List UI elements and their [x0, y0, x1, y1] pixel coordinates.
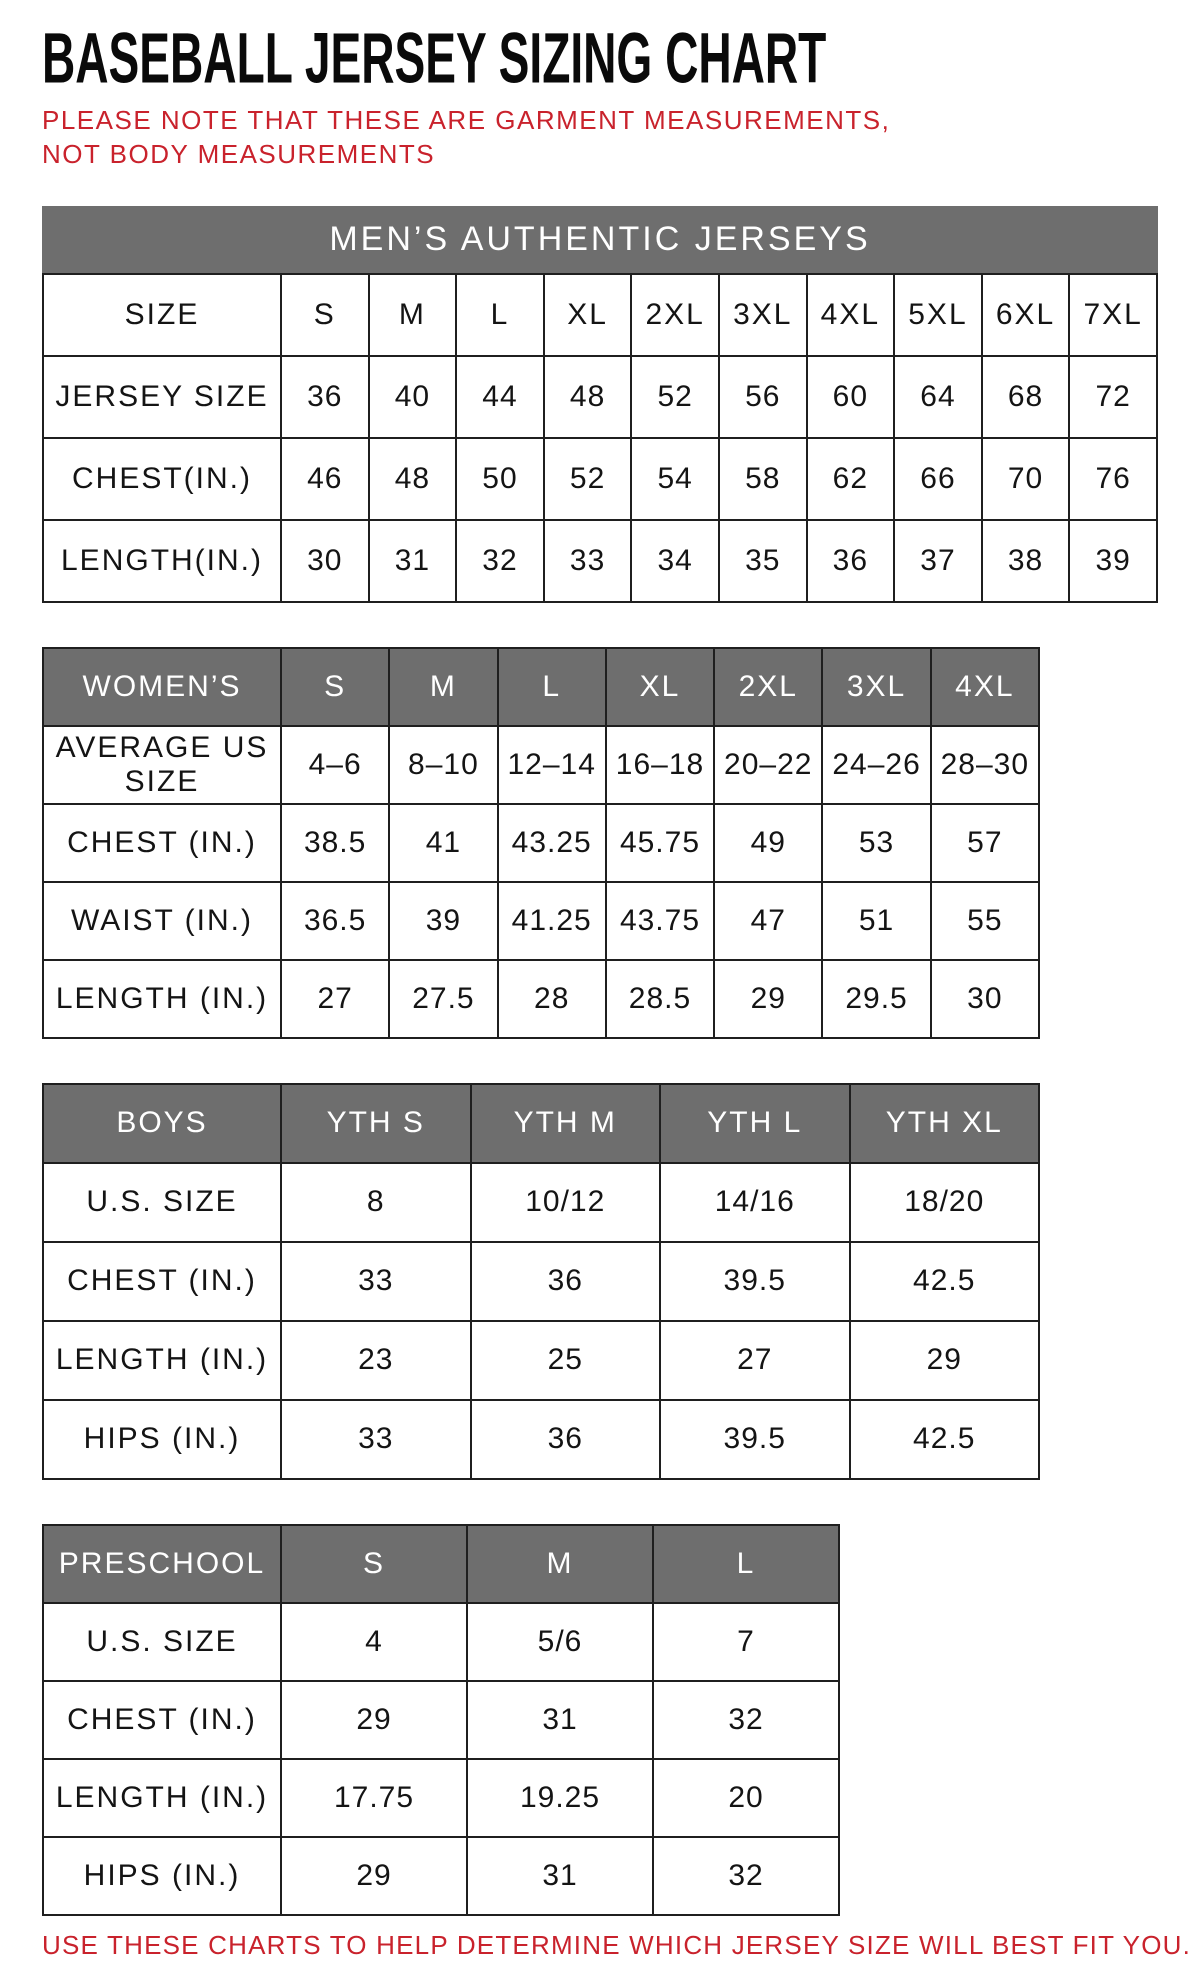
- data-cell: 38: [982, 520, 1070, 602]
- data-cell: 46: [281, 438, 369, 520]
- boys-sizing-table: [42, 1083, 1040, 1480]
- data-cell: 31: [369, 520, 457, 602]
- womens-column-header: 2XL: [714, 648, 822, 726]
- data-cell: 39.5: [660, 1242, 850, 1321]
- data-cell: 4: [281, 1603, 467, 1681]
- data-cell: 18/20: [850, 1163, 1040, 1242]
- mens-column-header: 2XL: [631, 274, 719, 356]
- table-row: [43, 1400, 1039, 1479]
- data-cell: 41: [389, 804, 497, 882]
- data-cell: 24–26: [822, 726, 930, 804]
- womens-column-header: 3XL: [822, 648, 930, 726]
- data-cell: 72: [1069, 356, 1157, 438]
- data-cell: 35: [719, 520, 807, 602]
- data-cell: 39: [1069, 520, 1157, 602]
- data-cell: 36: [281, 356, 369, 438]
- row-label: HIPS (IN.): [43, 1837, 281, 1915]
- table-row: [43, 1242, 1039, 1321]
- data-cell: 41.25: [498, 882, 606, 960]
- row-label: CHEST (IN.): [43, 1681, 281, 1759]
- boys-column-header: YTH XL: [850, 1084, 1040, 1163]
- table-row: [43, 1681, 839, 1759]
- mens-column-header: XL: [544, 274, 632, 356]
- data-cell: 45.75: [606, 804, 714, 882]
- mens-column-header: S: [281, 274, 369, 356]
- data-cell: 70: [982, 438, 1070, 520]
- mens-column-header: 7XL: [1069, 274, 1157, 356]
- data-cell: 25: [471, 1321, 661, 1400]
- sizing-chart-page: [42, 17, 1192, 1961]
- data-cell: 10/12: [471, 1163, 661, 1242]
- header-row: [43, 648, 1039, 726]
- data-cell: 56: [719, 356, 807, 438]
- table-row: [43, 1163, 1039, 1242]
- data-cell: 53: [822, 804, 930, 882]
- womens-column-header: M: [389, 648, 497, 726]
- data-cell: 33: [281, 1400, 471, 1479]
- data-cell: 29: [850, 1321, 1040, 1400]
- row-label: LENGTH (IN.): [43, 1759, 281, 1837]
- data-cell: 52: [631, 356, 719, 438]
- data-cell: 20: [653, 1759, 839, 1837]
- data-cell: 20–22: [714, 726, 822, 804]
- sizing-table-section-mens: [42, 206, 1158, 603]
- data-cell: 36: [807, 520, 895, 602]
- data-cell: 50: [456, 438, 544, 520]
- page-title: BASEBALL JERSEY SIZING CHART: [42, 17, 827, 99]
- mens-column-header: 5XL: [894, 274, 982, 356]
- data-cell: 66: [894, 438, 982, 520]
- mens-sizing-table: [42, 273, 1158, 603]
- row-label: HIPS (IN.): [43, 1400, 281, 1479]
- table-row: [43, 1321, 1039, 1400]
- preschool-column-header: S: [281, 1525, 467, 1603]
- footer-note: USE THESE CHARTS TO HELP DETERMINE WHICH JERSEY SIZE WILL BEST FIT YOU.: [42, 1929, 1192, 1960]
- row-label: LENGTH (IN.): [43, 1321, 281, 1400]
- data-cell: 29: [714, 960, 822, 1038]
- data-cell: 55: [931, 882, 1039, 960]
- table-row: [43, 726, 1039, 804]
- table-row: [43, 520, 1157, 602]
- data-cell: 37: [894, 520, 982, 602]
- sizing-table-section-boys: [42, 1083, 1158, 1480]
- data-cell: 30: [931, 960, 1039, 1038]
- boys-corner-header: BOYS: [43, 1084, 281, 1163]
- row-label: AVERAGE US SIZE: [43, 726, 281, 804]
- data-cell: 7: [653, 1603, 839, 1681]
- preschool-column-header: L: [653, 1525, 839, 1603]
- table-row: [43, 1837, 839, 1915]
- boys-column-header: YTH M: [471, 1084, 661, 1163]
- data-cell: 23: [281, 1321, 471, 1400]
- mens-column-header: L: [456, 274, 544, 356]
- data-cell: 29: [281, 1837, 467, 1915]
- data-cell: 76: [1069, 438, 1157, 520]
- data-cell: 49: [714, 804, 822, 882]
- data-cell: 39: [389, 882, 497, 960]
- data-cell: 29.5: [822, 960, 930, 1038]
- data-cell: 8: [281, 1163, 471, 1242]
- mens-column-header: M: [369, 274, 457, 356]
- row-label: U.S. SIZE: [43, 1163, 281, 1242]
- data-cell: 47: [714, 882, 822, 960]
- data-cell: 29: [281, 1681, 467, 1759]
- table-row: [43, 804, 1039, 882]
- data-cell: 14/16: [660, 1163, 850, 1242]
- mens-column-header: 6XL: [982, 274, 1070, 356]
- data-cell: 62: [807, 438, 895, 520]
- data-cell: 27.5: [389, 960, 497, 1038]
- data-cell: 33: [544, 520, 632, 602]
- sizing-table-section-womens: [42, 647, 1158, 1039]
- data-cell: 30: [281, 520, 369, 602]
- data-cell: 42.5: [850, 1242, 1040, 1321]
- womens-corner-header: WOMEN’S: [43, 648, 281, 726]
- table-row: [43, 1603, 839, 1681]
- row-label: CHEST (IN.): [43, 804, 281, 882]
- row-label: CHEST (IN.): [43, 1242, 281, 1321]
- data-cell: 34: [631, 520, 719, 602]
- data-cell: 39.5: [660, 1400, 850, 1479]
- data-cell: 28.5: [606, 960, 714, 1038]
- data-cell: 57: [931, 804, 1039, 882]
- table-row: [43, 438, 1157, 520]
- mens-column-header: 4XL: [807, 274, 895, 356]
- data-cell: 42.5: [850, 1400, 1040, 1479]
- data-cell: 32: [456, 520, 544, 602]
- womens-column-header: 4XL: [931, 648, 1039, 726]
- data-cell: 17.75: [281, 1759, 467, 1837]
- row-label: WAIST (IN.): [43, 882, 281, 960]
- garment-measurement-note: PLEASE NOTE THAT THESE ARE GARMENT MEASUREMENTS, NOT BODY MEASUREMENTS: [42, 105, 891, 169]
- data-cell: 48: [369, 438, 457, 520]
- sizing-table-section-preschool: [42, 1524, 1158, 1916]
- data-cell: 5/6: [467, 1603, 653, 1681]
- data-cell: 38.5: [281, 804, 389, 882]
- data-cell: 33: [281, 1242, 471, 1321]
- data-cell: 43.25: [498, 804, 606, 882]
- data-cell: 12–14: [498, 726, 606, 804]
- header-row: [43, 274, 1157, 356]
- data-cell: 16–18: [606, 726, 714, 804]
- womens-sizing-table: [42, 647, 1040, 1039]
- header-row: [43, 1084, 1039, 1163]
- womens-column-header: S: [281, 648, 389, 726]
- data-cell: 19.25: [467, 1759, 653, 1837]
- data-cell: 27: [281, 960, 389, 1038]
- preschool-sizing-table: [42, 1524, 840, 1916]
- data-cell: 58: [719, 438, 807, 520]
- table-row: [43, 882, 1039, 960]
- data-cell: 31: [467, 1681, 653, 1759]
- data-cell: 32: [653, 1837, 839, 1915]
- data-cell: 8–10: [389, 726, 497, 804]
- preschool-corner-header: PRESCHOOL: [43, 1525, 281, 1603]
- data-cell: 40: [369, 356, 457, 438]
- row-label: U.S. SIZE: [43, 1603, 281, 1681]
- data-cell: 48: [544, 356, 632, 438]
- tables-container: [42, 206, 1158, 1916]
- womens-column-header: L: [498, 648, 606, 726]
- row-label: LENGTH(IN.): [43, 520, 281, 602]
- boys-column-header: YTH L: [660, 1084, 850, 1163]
- data-cell: 60: [807, 356, 895, 438]
- data-cell: 36: [471, 1242, 661, 1321]
- row-label: JERSEY SIZE: [43, 356, 281, 438]
- data-cell: 4–6: [281, 726, 389, 804]
- data-cell: 36: [471, 1400, 661, 1479]
- data-cell: 51: [822, 882, 930, 960]
- data-cell: 68: [982, 356, 1070, 438]
- preschool-column-header: M: [467, 1525, 653, 1603]
- data-cell: 31: [467, 1837, 653, 1915]
- boys-column-header: YTH S: [281, 1084, 471, 1163]
- data-cell: 52: [544, 438, 632, 520]
- data-cell: 44: [456, 356, 544, 438]
- table-row: [43, 356, 1157, 438]
- data-cell: 32: [653, 1681, 839, 1759]
- header-row: [43, 1525, 839, 1603]
- data-cell: 36.5: [281, 882, 389, 960]
- row-label: LENGTH (IN.): [43, 960, 281, 1038]
- data-cell: 28: [498, 960, 606, 1038]
- data-cell: 54: [631, 438, 719, 520]
- data-cell: 64: [894, 356, 982, 438]
- data-cell: 28–30: [931, 726, 1039, 804]
- mens-corner-header: SIZE: [43, 274, 281, 356]
- mens-column-header: 3XL: [719, 274, 807, 356]
- table-row: [43, 960, 1039, 1038]
- data-cell: 43.75: [606, 882, 714, 960]
- table-caption-mens: MEN’S AUTHENTIC JERSEYS: [42, 206, 1158, 273]
- row-label: CHEST(IN.): [43, 438, 281, 520]
- womens-column-header: XL: [606, 648, 714, 726]
- table-row: [43, 1759, 839, 1837]
- data-cell: 27: [660, 1321, 850, 1400]
